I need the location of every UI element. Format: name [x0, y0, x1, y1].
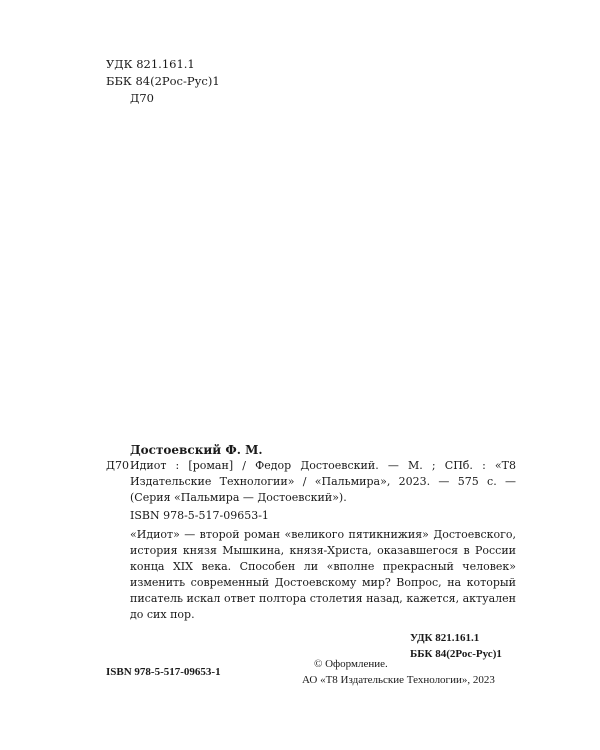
- copyright-design: © Оформление.: [314, 658, 388, 670]
- top-author-code: Д70: [130, 91, 154, 105]
- catalog-annotation: «Идиот» — второй роман «великого пятикнижия» Достоевского, история князя Мышкина, князя-Христа, оказавшегося в России конца XIX века. Способен ли «вполне прекрасный человек» изменить современный Достоевскому мир? Вопрос, на который писатель искал ответ полтора столетия назад, кажется, актуален до сих пор.: [130, 528, 516, 621]
- footer-isbn: ISBN 978-5-517-09653-1: [106, 666, 221, 678]
- catalog-author: Достоевский Ф. М.: [130, 443, 263, 457]
- catalog-udk: УДК 821.161.1: [410, 632, 480, 644]
- top-bbk: ББК 84(2Рос-Рус)1: [106, 74, 220, 88]
- copyright-block: [302, 656, 495, 688]
- catalog-author-code: Д70: [106, 459, 129, 472]
- catalog-card: [106, 442, 516, 662]
- catalog-isbn: ISBN 978-5-517-09653-1: [130, 509, 269, 522]
- top-classification-block: [106, 56, 220, 107]
- top-udk: УДК 821.161.1: [106, 57, 195, 71]
- copyright-publisher: АО «Т8 Издательские Технологии», 2023: [302, 674, 495, 686]
- catalog-record-text: Идиот : [роман] / Федор Достоевский. — М. ; СПб. : «Т8 Издательские Технологии» / «Пальмира», 2023. — 575 с. — (Серия «Пальмира — Достоевский»).: [130, 459, 516, 504]
- catalog-bbk: ББК 84(2Рос-Рус)1: [410, 648, 502, 660]
- catalog-record: [106, 458, 516, 506]
